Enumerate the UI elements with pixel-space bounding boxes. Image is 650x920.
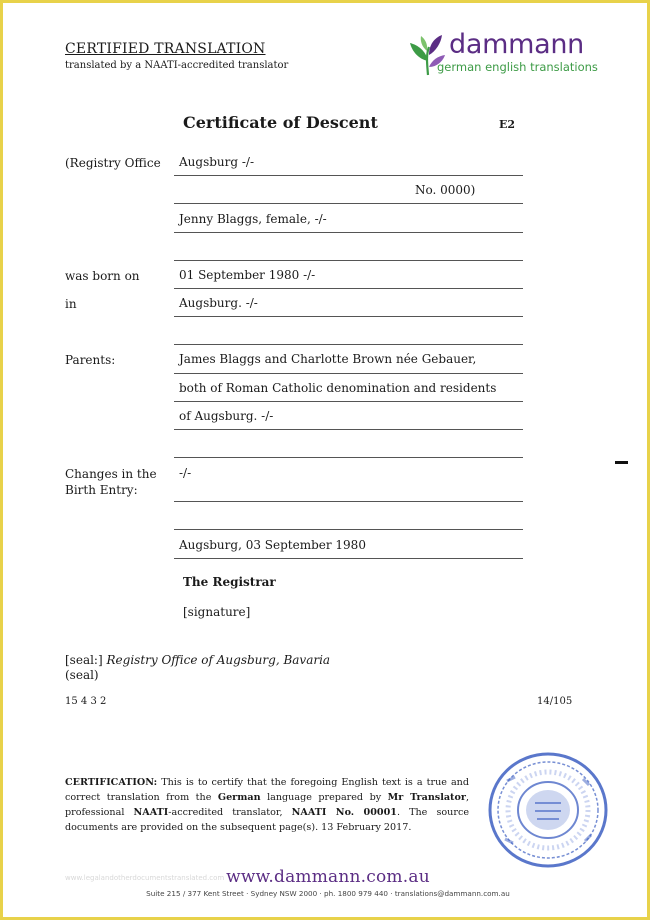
certification-language: German [217,792,261,803]
form-rule [174,288,523,289]
in-value: Augsburg. -/- [179,296,258,310]
born-label: was born on [65,269,140,283]
footer-address: Suite 215 / 377 Kent Street · Sydney NSW 2000 · ph. 1800 979 440 · translations@dammann.com.au [146,889,510,898]
certification-text: , professional [65,792,469,818]
form-rule [174,457,523,458]
document-code: E2 [499,118,516,131]
changes-value: -/- [179,466,192,480]
certification-text: -accredited translator, [168,807,292,818]
certification-text: This is to certify that the foregoing English text is a true and correct translation from the [65,777,469,803]
place-and-date: Augsburg, 03 September 1980 [179,538,366,552]
form-rule [174,175,523,176]
seal-description [65,653,330,667]
certified-translation-title: CERTIFIED TRANSLATION [65,41,266,57]
certification-text: language prepared by [260,792,388,803]
registry-label: (Registry Office [65,156,161,170]
registry-number: No. 0000) [415,183,476,197]
form-rule [174,203,523,204]
form-rule [174,260,523,261]
parents-line-3: of Augsburg. -/- [179,409,274,423]
changes-label-1: Changes in the [65,467,157,481]
document-title: Certificate of Descent [183,113,378,132]
certification-naati: NAATI [133,807,169,818]
form-rule [174,529,523,530]
logo-tagline: german english translations [437,60,598,74]
page-marker [615,461,628,464]
reference-left: 15 4 3 2 [65,696,107,707]
official-stamp-icon [487,751,609,869]
certification-text: . The source documents are provided on the subsequent page(s). 13 February 2017. [65,807,469,833]
form-rule [174,373,523,374]
registrar-title: The Registrar [183,575,276,589]
seal-note: (seal) [65,668,99,682]
signature-placeholder: [signature] [183,605,251,619]
certified-translation-subtitle: translated by a NAATI-accredited translator [65,60,289,71]
parents-line-1: James Blaggs and Charlotte Brown née Gebauer, [179,352,477,366]
certification-label: CERTIFICATION: [65,777,158,788]
parents-line-2: both of Roman Catholic denomination and residents [179,381,497,395]
changes-label-2: Birth Entry: [65,483,138,497]
logo-wordmark: dammann [449,29,584,60]
form-rule [174,429,523,430]
registry-value: Augsburg -/- [179,155,255,169]
form-rule [174,232,523,233]
seal-prefix: [seal:] [65,653,103,667]
reference-right: 14/105 [537,696,573,707]
website-link[interactable]: www.dammann.com.au [226,867,430,887]
seal-text: Registry Office of Augsburg, Bavaria [106,653,331,667]
certification-statement [65,775,469,835]
certification-naati-number: NAATI No. 00001 [291,807,397,818]
child-name: Jenny Blaggs, female, -/- [179,212,327,226]
form-rule [174,344,523,345]
form-rule [174,558,523,559]
form-rule [174,501,523,502]
born-value: 01 September 1980 -/- [179,268,316,282]
certification-translator: Mr Translator [387,792,466,803]
form-rule [174,316,523,317]
faint-watermark-text: www.legalandotherdocumentstranslated.com [65,874,225,882]
form-rule [174,401,523,402]
parents-label: Parents: [65,353,116,367]
in-label: in [65,297,77,311]
